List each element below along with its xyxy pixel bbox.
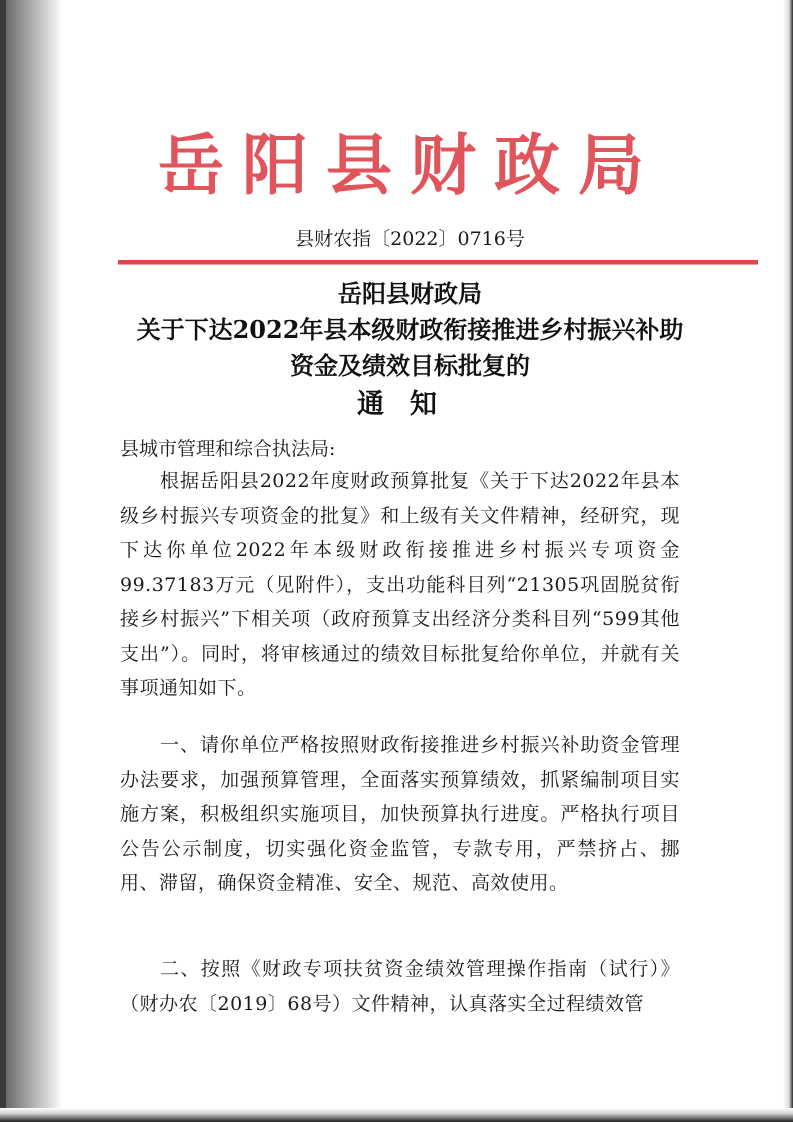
document-number: 县财农指〔2022〕0716号: [295, 228, 525, 250]
notice-main-title: 通知: [357, 389, 463, 420]
letterhead-issuer: 岳阳县财政局: [158, 126, 662, 204]
notice-subject-line-1: 关于下达2022年县本级财政衔接推进乡村振兴补助: [136, 315, 684, 344]
body-paragraph-item-2: 二、按照《财政专项扶贫资金绩效管理操作指南（试行）》（财办农〔2019〕68号）文件精神，认真落实全过程绩效管: [120, 958, 680, 1015]
body-paragraph-intro: 根据岳阳县2022年度财政预算批复《关于下达2022年县本级乡村振兴专项资金的批复》和上级有关文件精神，经研究，现下达你单位2022年本级财政衔接推进乡村振兴专项资金99.37183万元（见附件），支出功能科目列“21305巩固脱贫衔接乡村振兴”下相关项（政府预算支出经济分类科目列“599其他支出”）。同时，将审核通过的绩效目标批复给你单位，并就有关事项通知如下。: [120, 470, 680, 699]
notice-title-block: [110, 276, 710, 426]
notice-subject-line-2: 资金及绩效目标批复的: [290, 351, 530, 380]
letterhead-red-rule: [118, 260, 758, 265]
notice-issuer-line: 岳阳县财政局: [338, 279, 482, 308]
body-paragraph-item-1: 一、请你单位严格按照财政衔接推进乡村振兴补助资金管理办法要求，加强预算管理，全面落实预算绩效，抓紧编制项目实施方案，积极组织实施项目，加快预算执行进度。严格执行项目公告公示制度，切实强化资金监管，专款专用，严禁挤占、挪用、滞留，确保资金精准、安全、规范、高效使用。: [120, 734, 680, 894]
recipient-salutation: 县城市管理和综合执法局:: [120, 438, 336, 460]
